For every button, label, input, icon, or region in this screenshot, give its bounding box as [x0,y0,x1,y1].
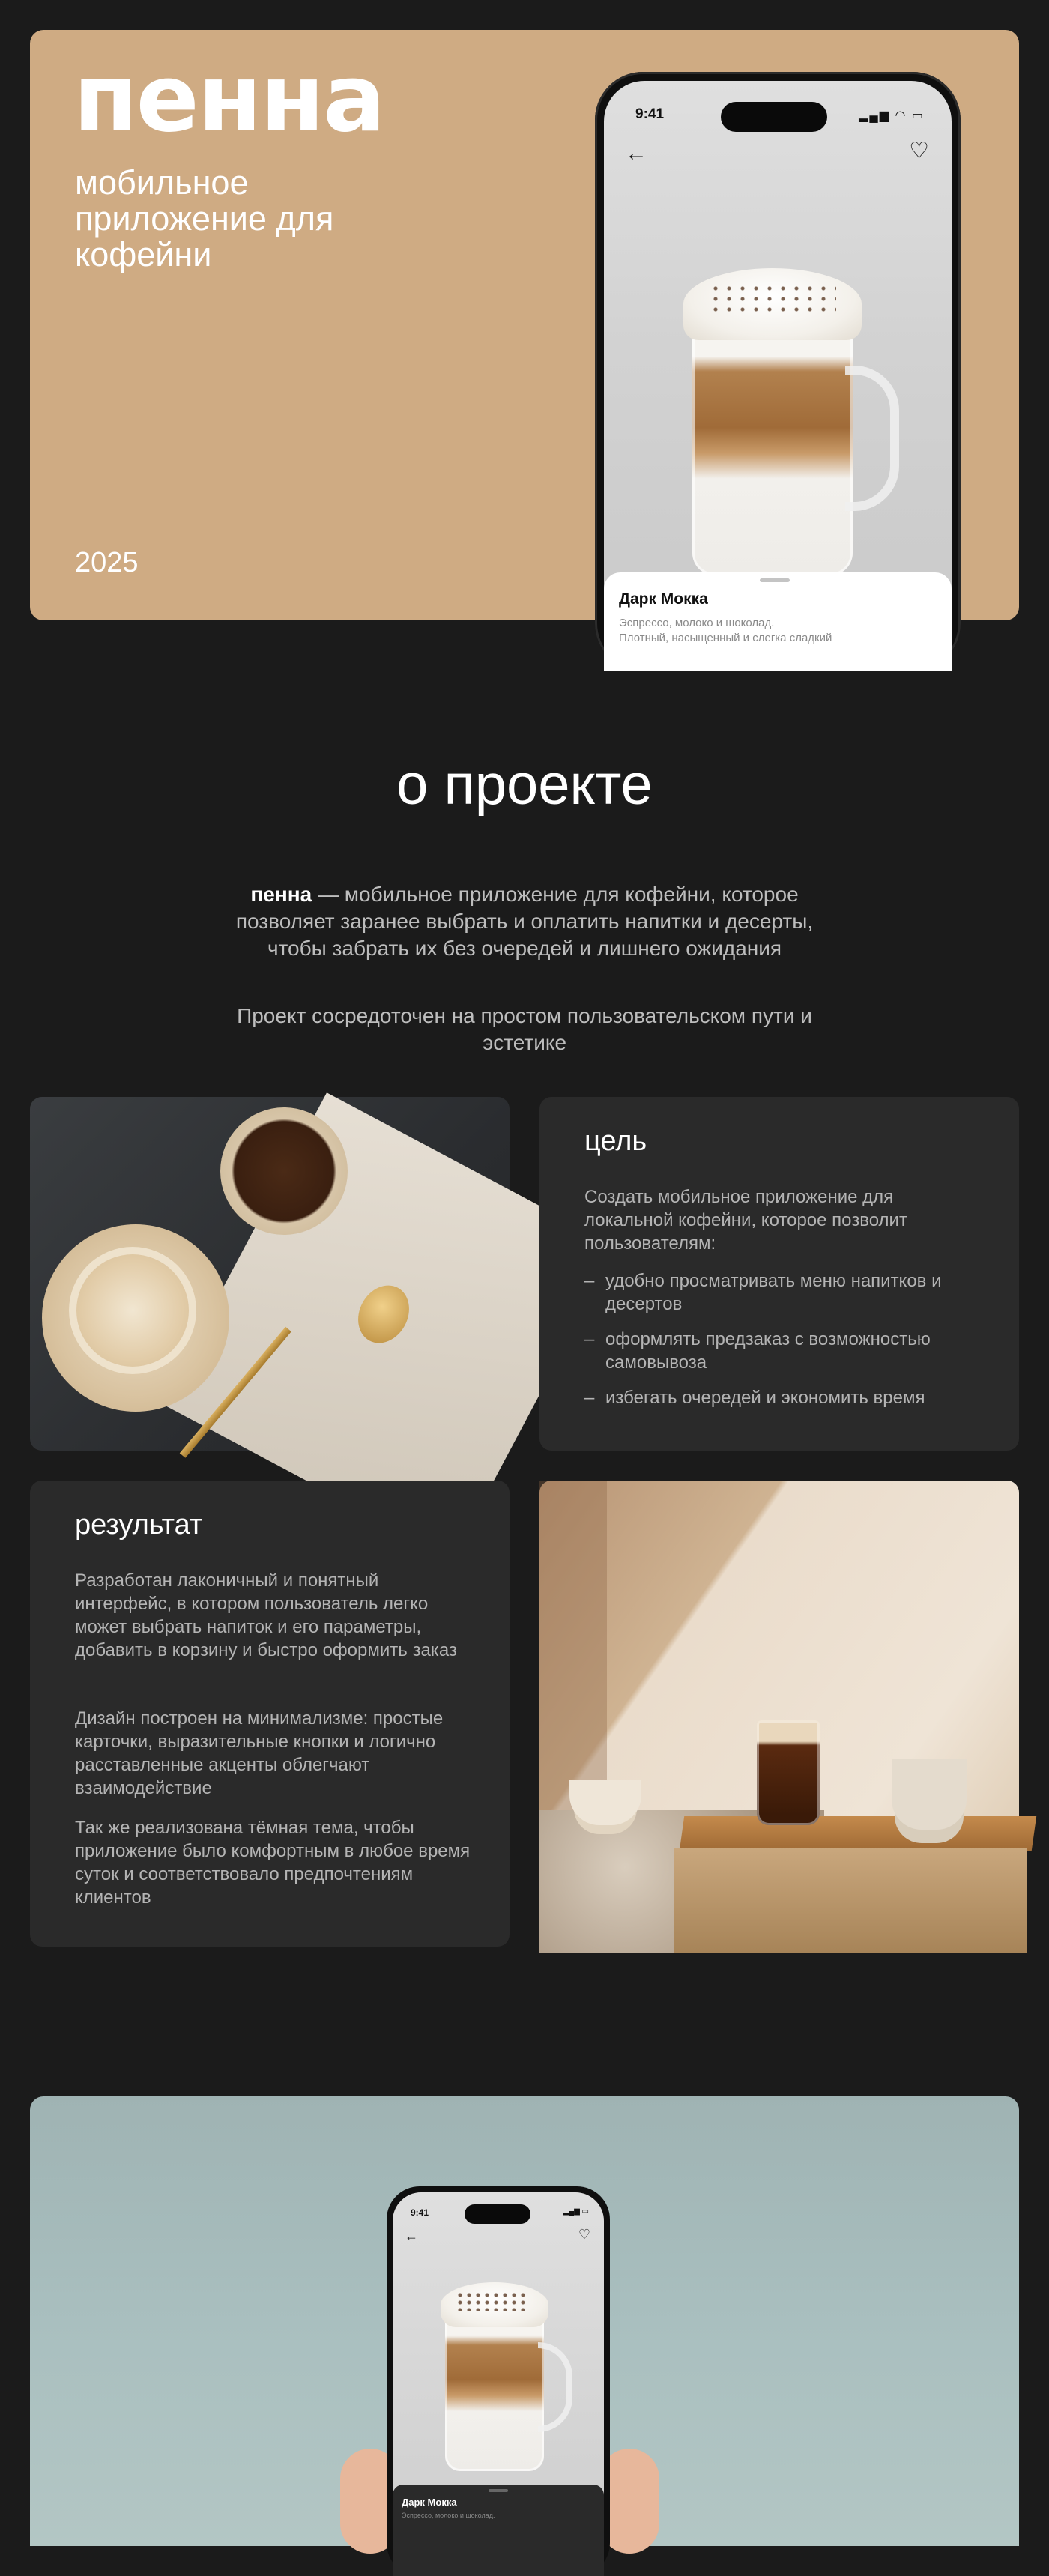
product-description: Эспрессо, молоко и шоколад. Плотный, насыщенный и слегка сладкий [619,617,832,644]
hero-subtitle: мобильное приложение для кофейни [75,163,334,273]
about-description-text: — мобильное приложение для кофейни, которое позволяет заранее выбрать и оплатить напитки и десерты, чтобы забрать их без очередей и лишнего ожидания [235,883,814,960]
result-paragraph: Так же реализована тёмная тема, чтобы приложение было комфортным в любое время суток и соответствовало предпочтениям клиентов [75,1818,471,1908]
product-name: Дарк Мокка [619,590,708,608]
product-card[interactable] [393,2485,604,2576]
about-description [225,881,824,962]
result-card [30,1481,510,1947]
status-time: 9:41 [635,106,665,122]
phone-showcase [30,2096,1019,2546]
goal-intro: Создать мобильное приложение для локальной кофейни, которое позволит пользователям: [584,1187,907,1254]
hero-year: 2025 [75,547,139,578]
goal-card [539,1097,1019,1451]
status-icons: ▂▄▆ ▭ [563,2207,589,2216]
dynamic-island [721,102,827,132]
goal-item: – оформлять предзаказ с возможностью самовывоза [584,1328,989,1374]
about-heading: о проекте [396,753,653,817]
goal-heading: цель [584,1125,647,1157]
product-card[interactable] [604,572,952,671]
brand-title: пенна [73,45,384,153]
dynamic-island [465,2204,530,2224]
back-arrow-icon[interactable]: ← [405,2228,418,2243]
hero-banner [30,30,1019,644]
result-paragraph: Разработан лаконичный и понятный интерфейс, в котором пользователь легко может выбрать напиток и его параметры, добавить в корзину и быстро оформить заказ [75,1570,457,1660]
coffee-beans-photo [30,1097,510,1451]
phone-screen [393,2192,604,2576]
about-brand: пенна [250,883,312,906]
sheet-grabber[interactable] [760,578,790,582]
goal-list [584,1269,989,1421]
result-heading: результат [75,1509,203,1541]
result-paragraph: Дизайн построен на минимализме: простые карточки, выразительные кнопки и логично расставленные акценты облегчают взаимодействие [75,1708,444,1798]
goal-item: – избегать очередей и экономить время [584,1386,989,1409]
sheet-grabber[interactable] [489,2489,508,2492]
heart-icon[interactable]: ♡ [909,139,929,163]
status-time: 9:41 [411,2207,429,2218]
about-focus: Проект сосредоточен на простом пользовательском пути и эстетике [237,1004,812,1054]
status-icons: ▂▄▆ ◠ ▭ [859,109,925,122]
goal-item: – удобно просматривать меню напитков и десертов [584,1269,989,1316]
phone-screen [604,81,952,671]
heart-icon[interactable]: ♡ [578,2227,590,2242]
coffee-cups-photo [539,1481,1019,1947]
mocha-drink-image [438,2282,551,2477]
phone-mockup-dark [387,2186,610,2576]
product-description: Эспрессо, молоко и шоколад. [402,2512,495,2519]
phone-mockup [595,72,961,671]
mocha-drink-image [679,268,866,598]
back-arrow-icon[interactable]: ← [625,141,647,166]
product-name: Дарк Мокка [402,2497,457,2508]
